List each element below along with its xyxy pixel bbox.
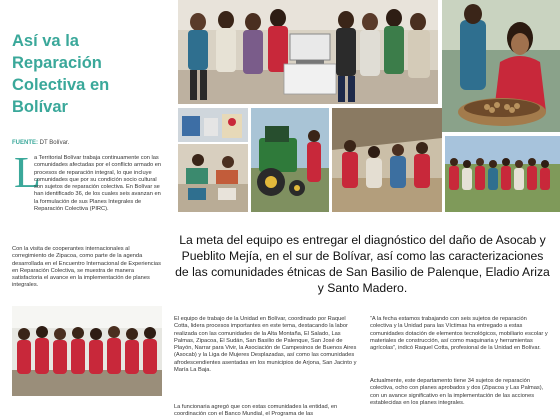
middle-column-paragraph-2: La funcionaria agregó que con estas comunidades la entidad, en coordinación con el Banco Mundial, el Programa de las <box>174 404 338 418</box>
photo-group-outdoor <box>445 136 560 212</box>
photo-community-meeting <box>332 108 442 212</box>
dropcap-letter: L <box>14 148 41 197</box>
lead-paragraph: La meta del equipo es entregar el diagnóstico del daño de Asocab y Pueblito Mejía, en el sur de Bolívar, así como las caracterizaciones de las comunidades étnicas de San Basilio de Palenque, Eladio Ariza y Santo Madero. <box>175 233 550 295</box>
photo-team-red-vests <box>12 306 162 396</box>
photo-children-desks <box>178 144 248 212</box>
photo-classroom-furniture <box>178 108 248 142</box>
second-paragraph: Con la visita de cooperantes internacionales al corregimiento de Zipacoa, como parte de la agenda desarrollada en el Encuentro Internacional de Experiencias en Reparación Colectiva, se muestra de manera satisfactoria el avance en la implementación de planes integrales. <box>12 246 161 289</box>
right-column-paragraph-1: “A la fecha estamos trabajando con seis sujetos de reparación colectiva y la Unidad para las Víctimas ha entregado a estas comunidades dotación de elementos tecnológicos, mobiliario escolar y materiales de construcción, así como maquinaria y herramientas agrícolas”, indicó Raquel Cotta, profesional de la Unidad en Bolívar. <box>370 316 548 352</box>
right-column-paragraph-2: Actualmente, este departamento tiene 34 sujetos de reparación colectiva, ocho con planes aprobados y dos (Zipacoa y Las Palmas), con un avance significativo en la implementación de las acciones establecidas en los planes integrales. <box>370 378 544 406</box>
source-label: FUENTE: <box>12 140 38 146</box>
source-value: DT Bolívar. <box>39 140 70 146</box>
intro-paragraph: a Territorial Bolívar trabaja continuamente con las comunidades afectadas por el conflicto armado en procesos de reparación integral, lo que incluye comunidades que por su condición socio cultural son sujetos de reparación colectiva. En Bolívar se han identificado 36, de los cuales seis avanzan en la formulación de sus Planes Integrales de Reparación Colectiva (PIRC). <box>34 155 162 213</box>
middle-column-paragraph-1: El equipo de trabajo de la Unidad en Bolívar, coordinado por Raquel Cotta, lidera procesos importantes en este tema, destacando la labor realizada con las comunidades de la Alta Montaña, El Salado, Las Palmas, Zipacoa, El Sudán, San Basilio de Palenque, San José de Playón, Narrar para Vivir, la Asociación de Campesinos de Buenos Aires (Asocab) y la Liga de Mujeres Desplazadas, así como las comunidades afrodescendientes asentadas en los municipios de Arjona, San Jacinto y María La Baja. <box>174 316 357 374</box>
photo-tractor <box>251 108 329 212</box>
article-title: Así va la Reparación Colectiva en Bolívar <box>12 32 110 116</box>
photo-group-computer <box>178 0 438 104</box>
photo-woman-harvest <box>442 0 560 132</box>
article-source <box>12 140 69 146</box>
